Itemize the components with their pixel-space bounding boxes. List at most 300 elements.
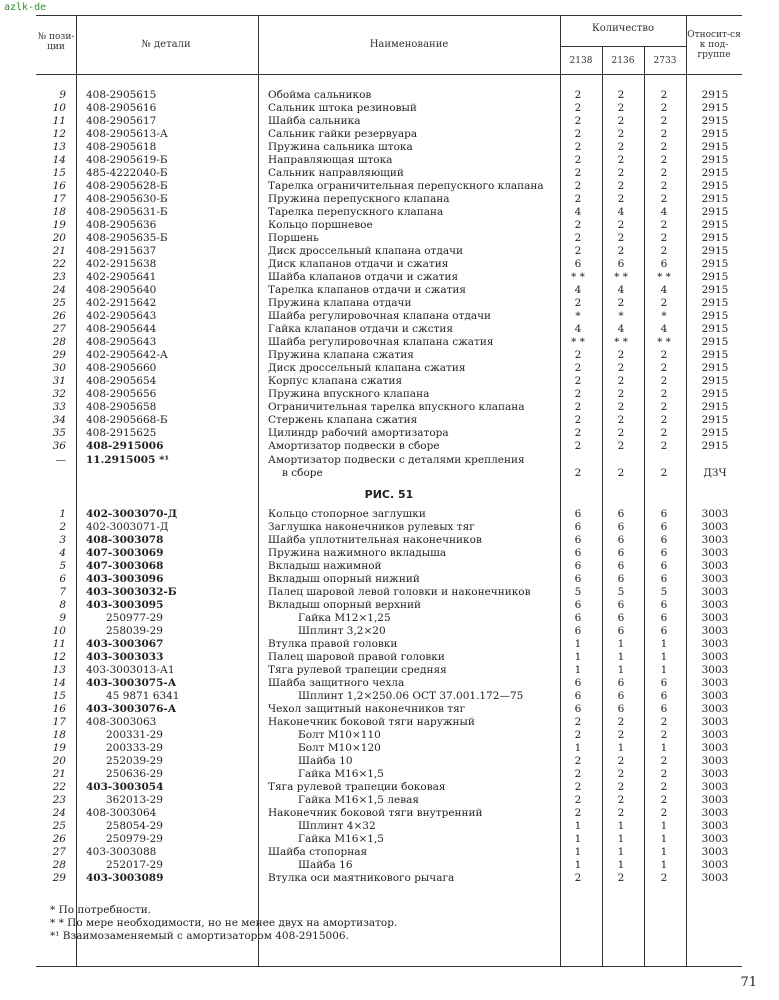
- row-qty1: 6: [574, 599, 582, 611]
- row-group: 2915: [701, 310, 729, 322]
- header-q1: 2138: [569, 56, 593, 66]
- row-group: 3003: [701, 820, 729, 832]
- row-qty1: * *: [571, 336, 585, 348]
- row-name: Гайка М16×1,5 левая: [298, 794, 419, 806]
- table-row: [36, 612, 742, 625]
- row-qty2: 6: [617, 258, 625, 270]
- row-pos: 12: [52, 128, 66, 140]
- row-pos: 34: [52, 414, 66, 426]
- row-pos: 25: [52, 820, 66, 832]
- row-qty2: 1: [617, 742, 625, 754]
- row-name: Шайба сальника: [268, 115, 361, 127]
- row-qty1: *: [575, 310, 581, 322]
- row-qty2: 2: [617, 102, 625, 114]
- row-part: 408-2905615: [86, 89, 157, 101]
- row-pos: 16: [52, 703, 66, 715]
- row-qty2: *: [618, 310, 624, 322]
- row-qty3: 4: [660, 323, 668, 335]
- row-part: 407-3003068: [86, 560, 164, 572]
- row-qty2: 2: [617, 89, 625, 101]
- row-group: 3003: [701, 729, 729, 741]
- row-group: 3003: [701, 781, 729, 793]
- row-part: 485-4222040-Б: [86, 167, 168, 179]
- row-pos: 24: [52, 807, 66, 819]
- row-name: Палец шаровой левой головки и наконечников: [268, 586, 531, 598]
- row-name: Шайба 10: [298, 755, 353, 767]
- row-qty2: 4: [617, 323, 625, 335]
- row-qty1: 2: [574, 872, 582, 884]
- row-qty1: 1: [574, 833, 582, 845]
- row-qty3: 2: [660, 440, 668, 452]
- row-qty2: 2: [617, 141, 625, 153]
- row-part: 408-2905616: [86, 102, 157, 114]
- assembly-row: [36, 454, 742, 467]
- row-group: 3003: [701, 625, 729, 637]
- table-row: [36, 820, 742, 833]
- row-pos: 14: [52, 677, 66, 689]
- table-row: [36, 167, 742, 180]
- row-name: Гайка М16×1,5: [298, 833, 384, 845]
- table-header: [36, 16, 742, 75]
- row-pos: 18: [52, 206, 66, 218]
- row-group: 3003: [701, 521, 729, 533]
- row-qty1: 2: [574, 180, 582, 192]
- row-pos: 15: [52, 690, 66, 702]
- row-qty1: 6: [574, 677, 582, 689]
- table-row: [36, 102, 742, 115]
- row-part: 403-3003032-Б: [86, 586, 177, 598]
- row-pos: 15: [52, 167, 66, 179]
- row-name: Диск дроссельный клапана отдачи: [268, 245, 464, 257]
- row-group: 3003: [701, 807, 729, 819]
- row-qty1: 1: [574, 664, 582, 676]
- table-row: [36, 349, 742, 362]
- row-qty2: 6: [617, 508, 625, 520]
- table-row: [36, 794, 742, 807]
- row-name: Корпус клапана сжатия: [268, 375, 403, 387]
- row-qty2: 1: [617, 846, 625, 858]
- watermark-text: azlk-de: [4, 2, 47, 13]
- row-group: 3003: [701, 638, 729, 650]
- row-name: Сальник гайки резервуара: [268, 128, 418, 140]
- row-qty3: 2: [660, 375, 668, 387]
- row-qty2: 1: [617, 859, 625, 871]
- table-row: [36, 521, 742, 534]
- table-row: [36, 781, 742, 794]
- row-qty3: 1: [660, 833, 668, 845]
- row-qty1: 2: [574, 375, 582, 387]
- row-qty3: 4: [660, 284, 668, 296]
- row-name: Вкладыш опорный верхний: [268, 599, 421, 611]
- row-pos: 19: [52, 219, 66, 231]
- row-qty2: 2: [617, 128, 625, 140]
- table-row: [36, 245, 742, 258]
- row-qty1: 1: [574, 846, 582, 858]
- row-group: 2915: [701, 154, 729, 166]
- row-group: 3003: [701, 846, 729, 858]
- row-part: 408-2905656: [86, 388, 157, 400]
- row-part: 408-3003078: [86, 534, 164, 546]
- header-divider: [560, 46, 686, 47]
- row-pos: 16: [52, 180, 66, 192]
- row-qty3: 2: [660, 781, 668, 793]
- row-pos: 29: [52, 349, 66, 361]
- row-group: 2915: [701, 89, 729, 101]
- table-row: [36, 677, 742, 690]
- row-group: 3003: [701, 755, 729, 767]
- row-part: 408-2905640: [86, 284, 157, 296]
- row-pos: 12: [52, 651, 66, 663]
- row-pos: 31: [52, 375, 66, 387]
- row-pos: 20: [52, 232, 66, 244]
- row-part: 252039-29: [106, 755, 163, 767]
- header-qty: Количество: [591, 23, 655, 34]
- row-pos: 7: [59, 586, 66, 598]
- row-qty1: 2: [574, 154, 582, 166]
- row-name: Шайба уплотнительная наконечников: [268, 534, 482, 546]
- row-name-cont: в сборе: [282, 467, 323, 479]
- row-qty3: * *: [657, 336, 671, 348]
- row-pos: 4: [59, 547, 66, 559]
- row-qty1: 6: [574, 703, 582, 715]
- row-qty3: 2: [660, 115, 668, 127]
- row-qty1: 2: [574, 440, 582, 452]
- row-name: Гайка клапанов отдачи и сжстия: [268, 323, 454, 335]
- row-name: Шайба регулировочная клапана отдачи: [268, 310, 492, 322]
- row-name: Шплинт 1,2×250.06 ОСТ 37.001.172—75: [298, 690, 524, 702]
- row-group: 3003: [701, 508, 729, 520]
- row-part: 250977-29: [106, 612, 163, 624]
- row-qty1: 1: [574, 638, 582, 650]
- row-part: 403-3003033: [86, 651, 164, 663]
- figure-heading: РИС. 51: [364, 488, 414, 501]
- row-qty3: 6: [660, 677, 668, 689]
- row-qty2: 6: [617, 573, 625, 585]
- row-qty3: 6: [660, 560, 668, 572]
- row-name: Диск дроссельный клапана сжатия: [268, 362, 466, 374]
- row-group: 2915: [701, 232, 729, 244]
- row-qty1: 2: [574, 297, 582, 309]
- row-part: 408-2915625: [86, 427, 157, 439]
- row-qty3: 2: [660, 716, 668, 728]
- row-pos: 33: [52, 401, 66, 413]
- row-qty3: 2: [660, 102, 668, 114]
- row-qty1: 2: [574, 115, 582, 127]
- row-qty2: 6: [617, 560, 625, 572]
- row-part: 408-2905618: [86, 141, 157, 153]
- row-pos: 5: [59, 560, 66, 572]
- row-qty1: 2: [574, 427, 582, 439]
- row-qty3: 2: [660, 245, 668, 257]
- row-part: 250979-29: [106, 833, 163, 845]
- row-qty2: 2: [617, 414, 625, 426]
- row-qty1: 2: [574, 794, 582, 806]
- row-group: 3003: [701, 573, 729, 585]
- row-name: Пружина клапана отдачи: [268, 297, 412, 309]
- row-part: 403-3003054: [86, 781, 164, 793]
- row-name: Шайба клапанов отдачи и сжатия: [268, 271, 459, 283]
- row-name: Кольцо поршневое: [268, 219, 373, 231]
- row-pos: 17: [52, 716, 66, 728]
- row-pos: 20: [52, 755, 66, 767]
- row-name: Шайба регулировочная клапана сжатия: [268, 336, 494, 348]
- row-qty2: 2: [617, 362, 625, 374]
- row-qty3: 2: [660, 755, 668, 767]
- row-name: Ограничительная тарелка впускного клапана: [268, 401, 525, 413]
- row-part: 258039-29: [106, 625, 163, 637]
- row-name: Тяга рулевой трапеции боковая: [268, 781, 446, 793]
- table-row: [36, 508, 742, 521]
- row-pos: 22: [52, 258, 66, 270]
- table-row: [36, 872, 742, 885]
- row-qty1: 1: [574, 651, 582, 663]
- row-pos: 8: [59, 599, 66, 611]
- row-qty2: 1: [617, 651, 625, 663]
- row-group: 2915: [701, 258, 729, 270]
- table-row: [36, 440, 742, 453]
- row-part: 408-2905628-Б: [86, 180, 168, 192]
- row-group: 2915: [701, 297, 729, 309]
- row-qty3: 2: [660, 729, 668, 741]
- row-pos: 23: [52, 271, 66, 283]
- table-row: [36, 690, 742, 703]
- row-name: Шайба защитного чехла: [268, 677, 405, 689]
- table-row: [36, 573, 742, 586]
- row-group: 2915: [701, 414, 729, 426]
- row-group: 2915: [701, 349, 729, 361]
- table-row: [36, 807, 742, 820]
- row-part: 403-3003067: [86, 638, 164, 650]
- row-group: 2915: [701, 440, 729, 452]
- table-row: [36, 742, 742, 755]
- row-group: 2915: [701, 219, 729, 231]
- row-name: Амортизатор подвески с деталями крепления: [268, 454, 525, 466]
- row-name: Пружина нажимного вкладыша: [268, 547, 447, 559]
- row-part: 408-2905635-Б: [86, 232, 168, 244]
- row-qty3: 4: [660, 206, 668, 218]
- row-name: Пружина впускного клапана: [268, 388, 430, 400]
- row-qty2: 2: [617, 755, 625, 767]
- row-group: 3003: [701, 586, 729, 598]
- row-group: 2915: [701, 141, 729, 153]
- row-qty3: 2: [660, 401, 668, 413]
- row-qty3: 6: [660, 258, 668, 270]
- row-qty1: 2: [574, 193, 582, 205]
- row-pos: 9: [59, 89, 66, 101]
- table-row: [36, 336, 742, 349]
- row-name: Кольцо стопорное заглушки: [268, 508, 426, 520]
- row-group: ДЗЧ: [703, 467, 727, 479]
- row-qty2: 6: [617, 612, 625, 624]
- row-qty3: 1: [660, 846, 668, 858]
- row-group: 2915: [701, 128, 729, 140]
- row-part: 403-3003088: [86, 846, 157, 858]
- row-qty1: 6: [574, 521, 582, 533]
- row-name: Направляющая штока: [268, 154, 393, 166]
- row-qty1: 2: [574, 807, 582, 819]
- row-group: 2915: [701, 115, 729, 127]
- row-name: Заглушка наконечников рулевых тяг: [268, 521, 475, 533]
- row-qty1: 1: [574, 859, 582, 871]
- row-qty2: 1: [617, 833, 625, 845]
- row-qty2: 2: [617, 794, 625, 806]
- row-name: Гайка М12×1,25: [298, 612, 391, 624]
- row-qty2: 2: [617, 401, 625, 413]
- row-part: 402-2905641: [86, 271, 157, 283]
- row-qty2: 6: [617, 677, 625, 689]
- row-part: 408-2905643: [86, 336, 157, 348]
- row-pos: 27: [52, 846, 66, 858]
- row-qty1: 5: [574, 586, 582, 598]
- table-row: [36, 560, 742, 573]
- row-qty2: 2: [617, 807, 625, 819]
- header-q3: 2733: [653, 56, 677, 66]
- row-group: 3003: [701, 612, 729, 624]
- row-pos: 32: [52, 388, 66, 400]
- row-name: Поршень: [268, 232, 319, 244]
- row-name: Диск клапанов отдачи и сжатия: [268, 258, 449, 270]
- row-qty1: 4: [574, 206, 582, 218]
- row-group: 2915: [701, 102, 729, 114]
- table-row: [36, 833, 742, 846]
- row-qty3: 2: [660, 180, 668, 192]
- row-name: Шплинт 3,2×20: [298, 625, 386, 637]
- table-row: [36, 651, 742, 664]
- row-part: 402-2915638: [86, 258, 157, 270]
- row-qty1: 2: [574, 755, 582, 767]
- row-qty3: 2: [660, 414, 668, 426]
- row-part: 408-2905660: [86, 362, 157, 374]
- row-qty2: 6: [617, 534, 625, 546]
- row-pos: 9: [59, 612, 66, 624]
- table-row: [36, 128, 742, 141]
- row-part: 403-3003076-А: [86, 703, 177, 715]
- row-qty2: 2: [617, 375, 625, 387]
- table-row: [36, 586, 742, 599]
- table-row: [36, 206, 742, 219]
- row-name: Пружина перепускного клапана: [268, 193, 450, 205]
- row-name: Болт М10×110: [298, 729, 381, 741]
- table-row: [36, 846, 742, 859]
- row-name: Обойма сальников: [268, 89, 372, 101]
- row-name: Наконечник боковой тяги внутренний: [268, 807, 483, 819]
- table-row: [36, 599, 742, 612]
- row-group: 2915: [701, 271, 729, 283]
- row-qty3: 2: [660, 297, 668, 309]
- row-qty3: 6: [660, 534, 668, 546]
- row-part: 258054-29: [106, 820, 163, 832]
- row-group: 3003: [701, 859, 729, 871]
- table-row: [36, 755, 742, 768]
- row-qty1: 2: [574, 729, 582, 741]
- row-part: 408-2905636: [86, 219, 157, 231]
- table-row: [36, 180, 742, 193]
- row-group: 2915: [701, 323, 729, 335]
- row-name: Сальник штока резиновый: [268, 102, 417, 114]
- row-qty1: 1: [574, 820, 582, 832]
- row-part: 252017-29: [106, 859, 163, 871]
- row-group: 3003: [701, 872, 729, 884]
- row-group: 2915: [701, 193, 729, 205]
- row-qty3: 2: [660, 89, 668, 101]
- row-pos: 2: [59, 521, 66, 533]
- row-group: 3003: [701, 651, 729, 663]
- row-qty3: 2: [660, 388, 668, 400]
- row-pos: 3: [59, 534, 66, 546]
- table-row: [36, 859, 742, 872]
- row-name: Цилиндр рабочий амортизатора: [268, 427, 449, 439]
- row-name: Пружина сальника штока: [268, 141, 413, 153]
- row-group: 2915: [701, 180, 729, 192]
- row-pos: 18: [52, 729, 66, 741]
- row-qty3: 2: [660, 807, 668, 819]
- row-name: Тяга рулевой трапеции средняя: [268, 664, 447, 676]
- row-name: Наконечник боковой тяги наружный: [268, 716, 475, 728]
- row-qty1: * *: [571, 271, 585, 283]
- row-pos: 11: [52, 638, 66, 650]
- row-qty2: 2: [617, 349, 625, 361]
- row-group: 3003: [701, 794, 729, 806]
- row-qty3: 2: [660, 794, 668, 806]
- row-qty2: 2: [617, 872, 625, 884]
- row-name: Пружина клапана сжатия: [268, 349, 414, 361]
- row-part: 402-2905642-А: [86, 349, 168, 361]
- row-qty3: 1: [660, 651, 668, 663]
- row-qty3: 6: [660, 573, 668, 585]
- row-group: 2915: [701, 167, 729, 179]
- row-qty2: 2: [617, 297, 625, 309]
- row-qty3: 1: [660, 664, 668, 676]
- row-name: Чехол защитный наконечников тяг: [268, 703, 466, 715]
- row-qty1: 1: [574, 742, 582, 754]
- row-qty3: 6: [660, 625, 668, 637]
- row-qty2: 6: [617, 625, 625, 637]
- row-qty3: 2: [660, 167, 668, 179]
- row-qty2: 2: [617, 193, 625, 205]
- row-qty2: 2: [617, 716, 625, 728]
- row-group: 3003: [701, 677, 729, 689]
- row-pos: 1: [59, 508, 66, 520]
- row-qty2: 1: [617, 638, 625, 650]
- row-qty1: 6: [574, 560, 582, 572]
- row-qty1: 2: [574, 349, 582, 361]
- row-name: Шайба стопорная: [268, 846, 368, 858]
- row-qty3: 2: [660, 141, 668, 153]
- row-qty3: 2: [660, 467, 668, 479]
- row-qty1: 2: [574, 245, 582, 257]
- table-row: [36, 232, 742, 245]
- header-name: Наименование: [369, 39, 449, 50]
- row-qty2: 2: [617, 219, 625, 231]
- table-row: [36, 729, 742, 742]
- row-qty2: 2: [617, 768, 625, 780]
- row-qty3: 2: [660, 232, 668, 244]
- row-name: Сальник направляющий: [268, 167, 404, 179]
- row-group: 2915: [701, 375, 729, 387]
- row-qty1: 6: [574, 258, 582, 270]
- row-group: 2915: [701, 401, 729, 413]
- row-qty1: 2: [574, 128, 582, 140]
- row-qty1: 2: [574, 219, 582, 231]
- table-row: [36, 768, 742, 781]
- row-qty1: 2: [574, 141, 582, 153]
- table-row: [36, 258, 742, 271]
- row-part: 408-2915637: [86, 245, 157, 257]
- row-name: Тарелка перепускного клапана: [268, 206, 444, 218]
- row-qty1: 2: [574, 768, 582, 780]
- row-part: 407-3003069: [86, 547, 164, 559]
- row-part: 408-2905668-Б: [86, 414, 168, 426]
